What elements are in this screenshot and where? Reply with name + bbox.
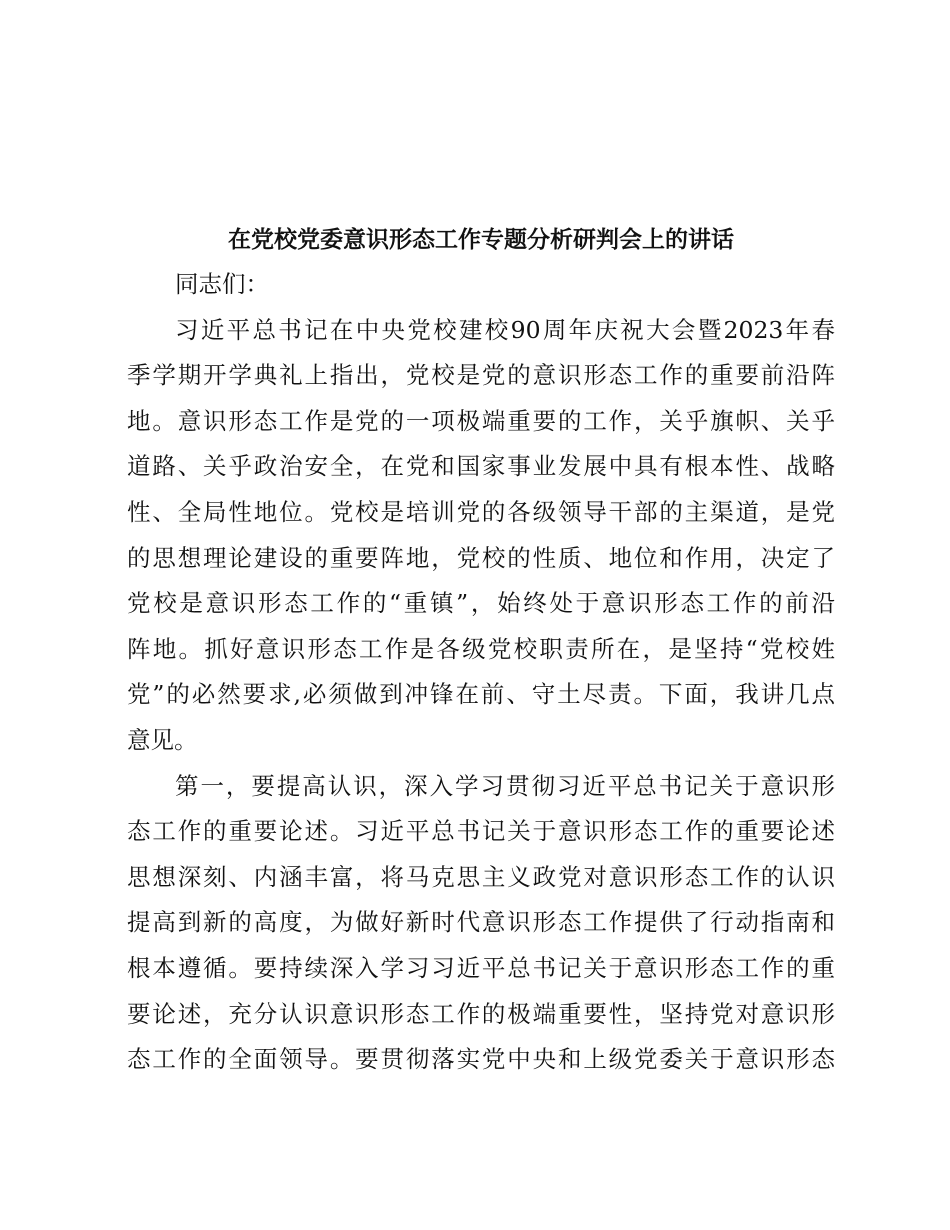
paragraph: [127, 308, 835, 764]
paragraph-line: 阵地。抓好意识形态工作是各级党校职责所在，是坚持“党校姓: [127, 634, 835, 663]
paragraph-line: 党校是意识形态工作的“重镇”，始终处于意识形态工作的前沿: [127, 589, 835, 618]
paragraph-line: 的思想理论建设的重要阵地，党校的性质、地位和作用，决定了: [127, 543, 835, 572]
paragraph-line: 党”的必然要求,必须做到冲锋在前、守土尽责。下面，我讲几点: [127, 680, 835, 709]
document-page: [127, 218, 835, 1083]
document-body: [127, 308, 835, 1083]
paragraph-line: 思想深刻、内涵丰富，将马克思主义政党对意识形态工作的认识: [127, 862, 835, 891]
paragraph-line: 道路、关乎政治安全，在党和国家事业发展中具有根本性、战略: [127, 452, 835, 481]
paragraph-line: 态工作的全面领导。要贯彻落实党中央和上级党委关于意识形态: [127, 1045, 835, 1074]
paragraph-line: 提高到新的高度，为做好新时代意识形态工作提供了行动指南和: [127, 908, 835, 937]
paragraph-line: 态工作的重要论述。习近平总书记关于意识形态工作的重要论述: [127, 817, 835, 846]
paragraph-line: 季学期开学典礼上指出，党校是党的意识形态工作的重要前沿阵: [127, 361, 835, 390]
document-title: 在党校党委意识形态工作专题分析研判会上的讲话: [228, 226, 734, 253]
paragraph: [127, 764, 835, 1083]
paragraph-line: 要论述，充分认识意识形态工作的极端重要性，坚持党对意识形: [127, 999, 835, 1028]
paragraph-line: 习近平总书记在中央党校建校90周年庆祝大会暨2023年春: [175, 315, 835, 344]
paragraph-line: 第一，要提高认识，深入学习贯彻习近平总书记关于意识形: [175, 771, 835, 800]
paragraph-line: 地。意识形态工作是党的一项极端重要的工作，关乎旗帜、关乎: [127, 406, 835, 435]
paragraph-line: 性、全局性地位。党校是培训党的各级领导干部的主渠道，是党: [127, 497, 835, 526]
paragraph-line: 意见。: [127, 725, 198, 754]
paragraph-line: 根本遵循。要持续深入学习习近平总书记关于意识形态工作的重: [127, 953, 835, 982]
salutation: 同志们：: [175, 270, 269, 298]
